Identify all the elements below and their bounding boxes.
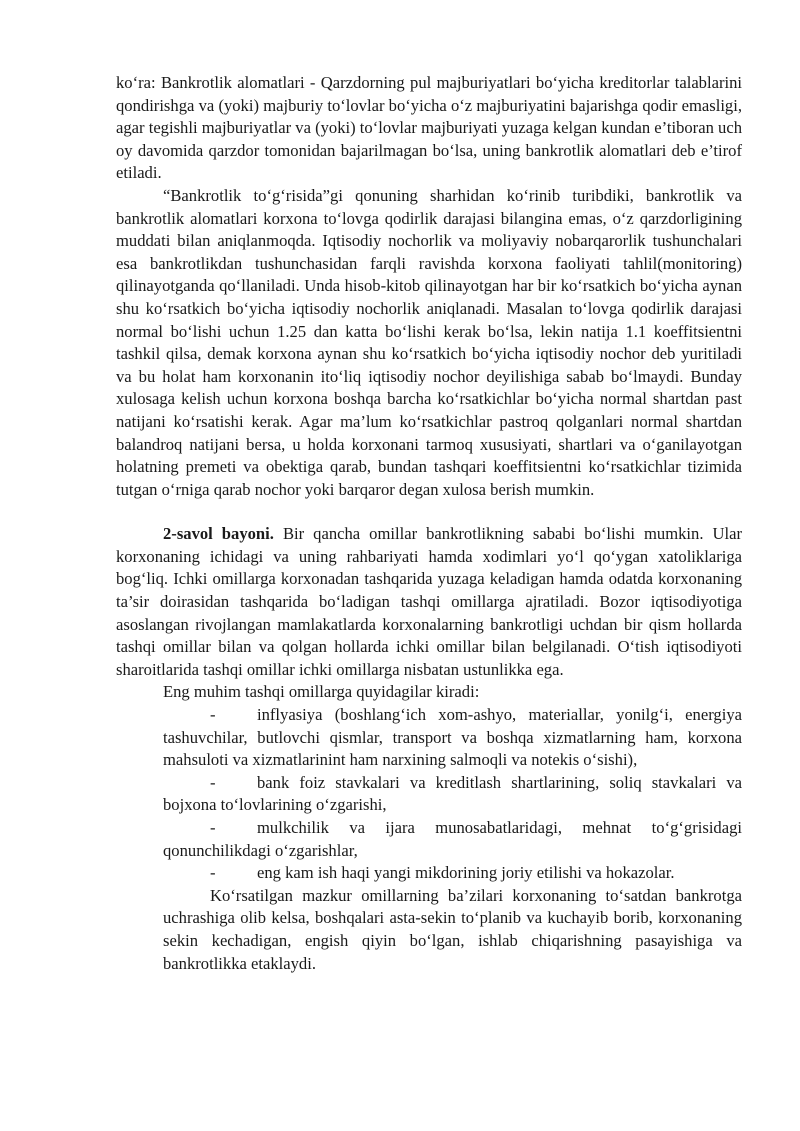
paragraph-gap	[116, 501, 742, 523]
paragraph-external-factors-intro: Eng muhim tashqi omillarga quyidagilar kiradi:	[163, 682, 480, 702]
list-item	[116, 817, 742, 862]
document-page	[116, 72, 742, 975]
paragraph-conclusion: Ko‘rsatilgan mazkur omillarning ba’zilari korxonaning to‘satdan bankrotga uchrashiga olib kelsa, boshqalari asta-sekin to‘planib va kuchayib borib, korxonaning sekin kechadigan, engish qiyin bo‘lgan, ishlab chiqarishning pasayishiga va bankrotlikka etaklaydi.	[163, 885, 742, 973]
list-item	[116, 862, 742, 885]
list-item-text: bank foiz stavkalari va kreditlash shartlarining, soliq stavkalari va bojxona to‘lovlarining o‘zgarishi,	[163, 772, 742, 815]
list-item-text: eng kam ish haqi yangi mikdorining joriy etilishi va hokazolar.	[257, 863, 675, 883]
list-item	[116, 704, 742, 772]
list-dash: -	[210, 705, 216, 725]
list-item-text: mulkchilik va ijara munosabatlaridagi, mehnat to‘g‘grisidagi qonunchilikdagi o‘zgarishlar,	[163, 818, 742, 860]
list-dash: -	[210, 818, 216, 837]
list-item-text: inflyasiya (boshlang‘ich xom-ashyo, materiallar, yonilg‘i, energiya tashuvchilar, butlovchi qismlar, transport va boshqa xizmatlarning ham, korxona mahsuloti va xizmatlarinint ham narxining salmoqli va notekis o‘sishi),	[163, 705, 742, 770]
paragraph-law-commentary: “Bankrotlik to‘g‘risida”gi qonuning sharhidan ko‘rinib turibdiki, bankrotlik va bankrotlik alomatlari korxona to‘lovga qodirlik darajasi bilangina emas, o‘z qarzdorligining muddati bilan aniqlanmoqda. Iqtisodiy nochorlik va moliyaviy nobarqarorlik tushunchalari esa bankrotlikdan tushunchasidan farqli ravishda korxona faoliyati tahlil(monitoring) qilinayotganda qo‘llaniladi. Unda hisob-kitob qilinayotgan har bir ko‘rsatkich bo‘yicha aynan shu ko‘rsatkich bo‘yicha iqtisodiy nochorlik aniqlanadi. Masalan to‘lovga qodirlik darajasi normal bo‘lishi uchun 1.25 dan katta bo‘lishi kerak bo‘lsa, lekin natija 1.1 koeffitsientni tashkil qilsa, demak korxona aynan shu ko‘rsatkich bo‘yicha iqtisodiy nochor deb yuritiladi va bu holat ham korxonanin ito‘liq iqtisodiy nochor deyilishiga sabab bo‘lmaydi. Bunday xulosaga kelish uchun korxona boshqa barcha ko‘rsatkichlar bo‘yicha normal shartdan past natijani ko‘rsatishi kerak. Agar ma’lum ko‘rsatkichlar pastroq qolganlari normal shartdan balandroq natijani bersa, u holda korxonani tarmoq xususiyati, shartlari va o‘ganilayotgan holatning premeti va obektiga qarab, bundan tashqari koeffitsientni ko‘rsatkichlar tizimida tutgan o‘rniga qarab nochor yoki barqaror degan xulosa berish mumkin.	[116, 185, 742, 499]
list-dash: -	[210, 772, 216, 792]
list-dash: -	[210, 863, 216, 883]
paragraph-question-2-text: Bir qancha omillar bankrotlikning sababi bo‘lishi mumkin. Ular korxonaning ichidagi va uning rahbariyati hamda xodimlari yo‘l qo‘ygan xatoliklariga bog‘liq. Ichki omillarga korxonadan tashqarida yuzaga keladigan hamda odatda korxonaning ta’sir doirasidan tashqarida bo‘ladigan tashqi omillarga ajratiladi. Bozor iqtisodiyotiga asoslangan rivojlangan mamlakatlarda korxonalarning bankrotligi uchdan bir qism hollarda tashqi omillar bilan va qolgan hollarda ichki omillar bilan belgilanadi. O‘tish iqtisodiyoti sharoitlarida tashqi omillar ichki omillarga nisbatan ustunlikka ega.	[116, 524, 742, 679]
paragraph-question-2	[116, 523, 742, 681]
section-heading: 2-savol bayoni.	[163, 524, 274, 544]
list-item	[116, 772, 742, 817]
paragraph-bankruptcy-signs: ko‘ra: Bankrotlik alomatlari - Qarzdorning pul majburiyatlari bo‘yicha kreditorlar talablarini qondirishga va (yoki) majburiy to‘lovlar bo‘yicha o‘z majburiyatini bajarishga qodir emasligi, agar tegishli majburiyatlar va (yoki) to‘lovlar majburiyati yuzaga kelgan kundan e’tiboran uch oy davomida qarzdor tomonidan bajarilmagan bo‘lsa, uning bankrotlik alomatlari deb e’tirof etiladi.	[116, 73, 742, 183]
